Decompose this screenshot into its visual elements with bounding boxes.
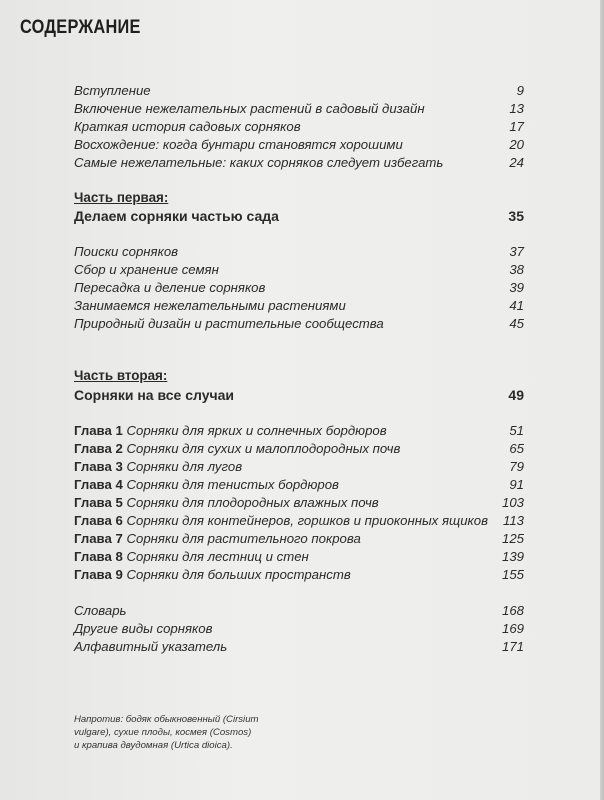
chapter-entry[interactable] bbox=[74, 458, 524, 476]
toc-entry-page: 20 bbox=[509, 137, 524, 152]
toc-entry-page: 24 bbox=[509, 155, 524, 170]
chapter-page: 51 bbox=[509, 423, 524, 438]
toc-entry-page: 171 bbox=[501, 639, 524, 654]
caption-line: и крапива двудомная (Urtica dioica). bbox=[74, 740, 233, 751]
toc-entry-title: Поиски сорняков bbox=[74, 244, 179, 259]
toc-entry[interactable] bbox=[74, 136, 524, 154]
toc-entry[interactable] bbox=[74, 620, 524, 638]
chapter-title: Сорняки для плодородных влажных почв bbox=[126, 495, 379, 510]
chapter-title: Сорняки для больших пространств bbox=[126, 567, 351, 582]
toc-entry[interactable] bbox=[74, 154, 524, 172]
chapter-title: Сорняки для лестниц и стен bbox=[126, 549, 309, 564]
chapter-title: Сорняки для тенистых бордюров bbox=[126, 477, 339, 492]
chapter-entry[interactable] bbox=[74, 530, 524, 548]
toc-entry[interactable] bbox=[74, 638, 524, 656]
toc-entry-title: Включение нежелательных растений в садовый дизайн bbox=[74, 101, 425, 116]
chapter-page: 125 bbox=[501, 531, 524, 546]
chapter-page: 113 bbox=[502, 513, 524, 528]
chapter-label: Глава 6 bbox=[74, 513, 123, 528]
toc-entry-title: Алфавитный указатель bbox=[74, 639, 228, 654]
chapter-page: 103 bbox=[501, 495, 524, 510]
chapter-entry[interactable] bbox=[74, 566, 524, 584]
part-one-title: Делаем сорняки частью сада bbox=[74, 208, 279, 224]
part-two-page: 49 bbox=[508, 387, 524, 403]
toc-entry[interactable] bbox=[74, 82, 524, 100]
chapter-label: Глава 4 bbox=[74, 477, 123, 492]
toc-entry-title: Словарь bbox=[74, 603, 127, 618]
part-two-label: Часть вторая: bbox=[74, 368, 168, 383]
chapter-label: Глава 8 bbox=[74, 549, 123, 564]
chapter-entry[interactable] bbox=[74, 440, 524, 458]
chapter-label: Глава 5 bbox=[74, 495, 123, 510]
toc-entry-title: Другие виды сорняков bbox=[74, 621, 213, 636]
toc-entry[interactable] bbox=[74, 297, 524, 315]
caption-line: Напротив: бодяк обыкновенный (Cirsium bbox=[74, 714, 259, 725]
chapter-entry[interactable] bbox=[74, 476, 524, 494]
toc-entry[interactable] bbox=[74, 243, 524, 261]
chapter-label: Глава 7 bbox=[74, 531, 123, 546]
chapter-page: 91 bbox=[509, 477, 524, 492]
toc-entry[interactable] bbox=[74, 261, 524, 279]
chapter-label: Глава 2 bbox=[74, 441, 123, 456]
chapter-title: Сорняки для лугов bbox=[126, 459, 243, 474]
chapter-title: Сорняки для контейнеров, горшков и приоконных ящиков bbox=[126, 513, 488, 528]
chapter-entry[interactable] bbox=[74, 512, 524, 530]
chapter-entry[interactable] bbox=[74, 494, 524, 512]
part-one-label: Часть первая: bbox=[74, 190, 169, 205]
toc-entry[interactable] bbox=[74, 279, 524, 297]
toc-entry-title: Занимаемся нежелательными растениями bbox=[74, 298, 346, 313]
caption-line: vulgare), сухие плоды, космея (Cosmos) bbox=[74, 727, 252, 738]
chapter-page: 155 bbox=[501, 567, 524, 582]
chapter-page: 139 bbox=[501, 549, 524, 564]
toc-entry-page: 168 bbox=[501, 603, 524, 618]
toc-entry-page: 13 bbox=[509, 101, 524, 116]
part-one-page: 35 bbox=[508, 208, 524, 224]
toc-entry-page: 9 bbox=[516, 83, 524, 98]
toc-entry-title: Краткая история садовых сорняков bbox=[74, 119, 301, 134]
chapter-title: Сорняки для ярких и солнечных бордюров bbox=[126, 423, 387, 438]
toc-entry[interactable] bbox=[74, 602, 524, 620]
toc-entry-page: 38 bbox=[509, 262, 524, 277]
chapter-title: Сорняки для сухих и малоплодородных почв bbox=[126, 441, 401, 456]
chapter-page: 79 bbox=[509, 459, 524, 474]
page-edge bbox=[600, 0, 604, 800]
toc-entry-page: 169 bbox=[501, 621, 524, 636]
chapter-label: Глава 3 bbox=[74, 459, 123, 474]
toc-entry-page: 45 bbox=[509, 316, 524, 331]
part-two-title: Сорняки на все случаи bbox=[74, 387, 234, 403]
toc-entry-title: Природный дизайн и растительные сообщества bbox=[74, 316, 384, 331]
chapter-entry[interactable] bbox=[74, 548, 524, 566]
photo-caption bbox=[74, 713, 294, 752]
toc-entry[interactable] bbox=[74, 118, 524, 136]
chapter-label: Глава 1 bbox=[74, 423, 123, 438]
toc-entry-title: Сбор и хранение семян bbox=[74, 262, 219, 277]
toc-entry-title: Вступление bbox=[74, 83, 151, 98]
chapter-label: Глава 9 bbox=[74, 567, 123, 582]
part-two-heading[interactable] bbox=[74, 386, 524, 404]
toc-entry-title: Пересадка и деление сорняков bbox=[74, 280, 266, 295]
toc-entry-page: 41 bbox=[509, 298, 524, 313]
chapter-page: 65 bbox=[509, 441, 524, 456]
part-one-heading[interactable] bbox=[74, 207, 524, 225]
toc-entry-page: 37 bbox=[509, 244, 524, 259]
toc-entry[interactable] bbox=[74, 315, 524, 333]
chapter-title: Сорняки для растительного покрова bbox=[126, 531, 361, 546]
toc-entry-title: Самые нежелательные: каких сорняков следует избегать bbox=[74, 155, 444, 170]
toc-entry-title: Восхождение: когда бунтари становятся хорошими bbox=[74, 137, 403, 152]
page-title: СОДЕРЖАНИЕ bbox=[20, 17, 141, 38]
chapter-entry[interactable] bbox=[74, 422, 524, 440]
toc-entry-page: 17 bbox=[509, 119, 524, 134]
toc-entry[interactable] bbox=[74, 100, 524, 118]
toc-entry-page: 39 bbox=[509, 280, 524, 295]
